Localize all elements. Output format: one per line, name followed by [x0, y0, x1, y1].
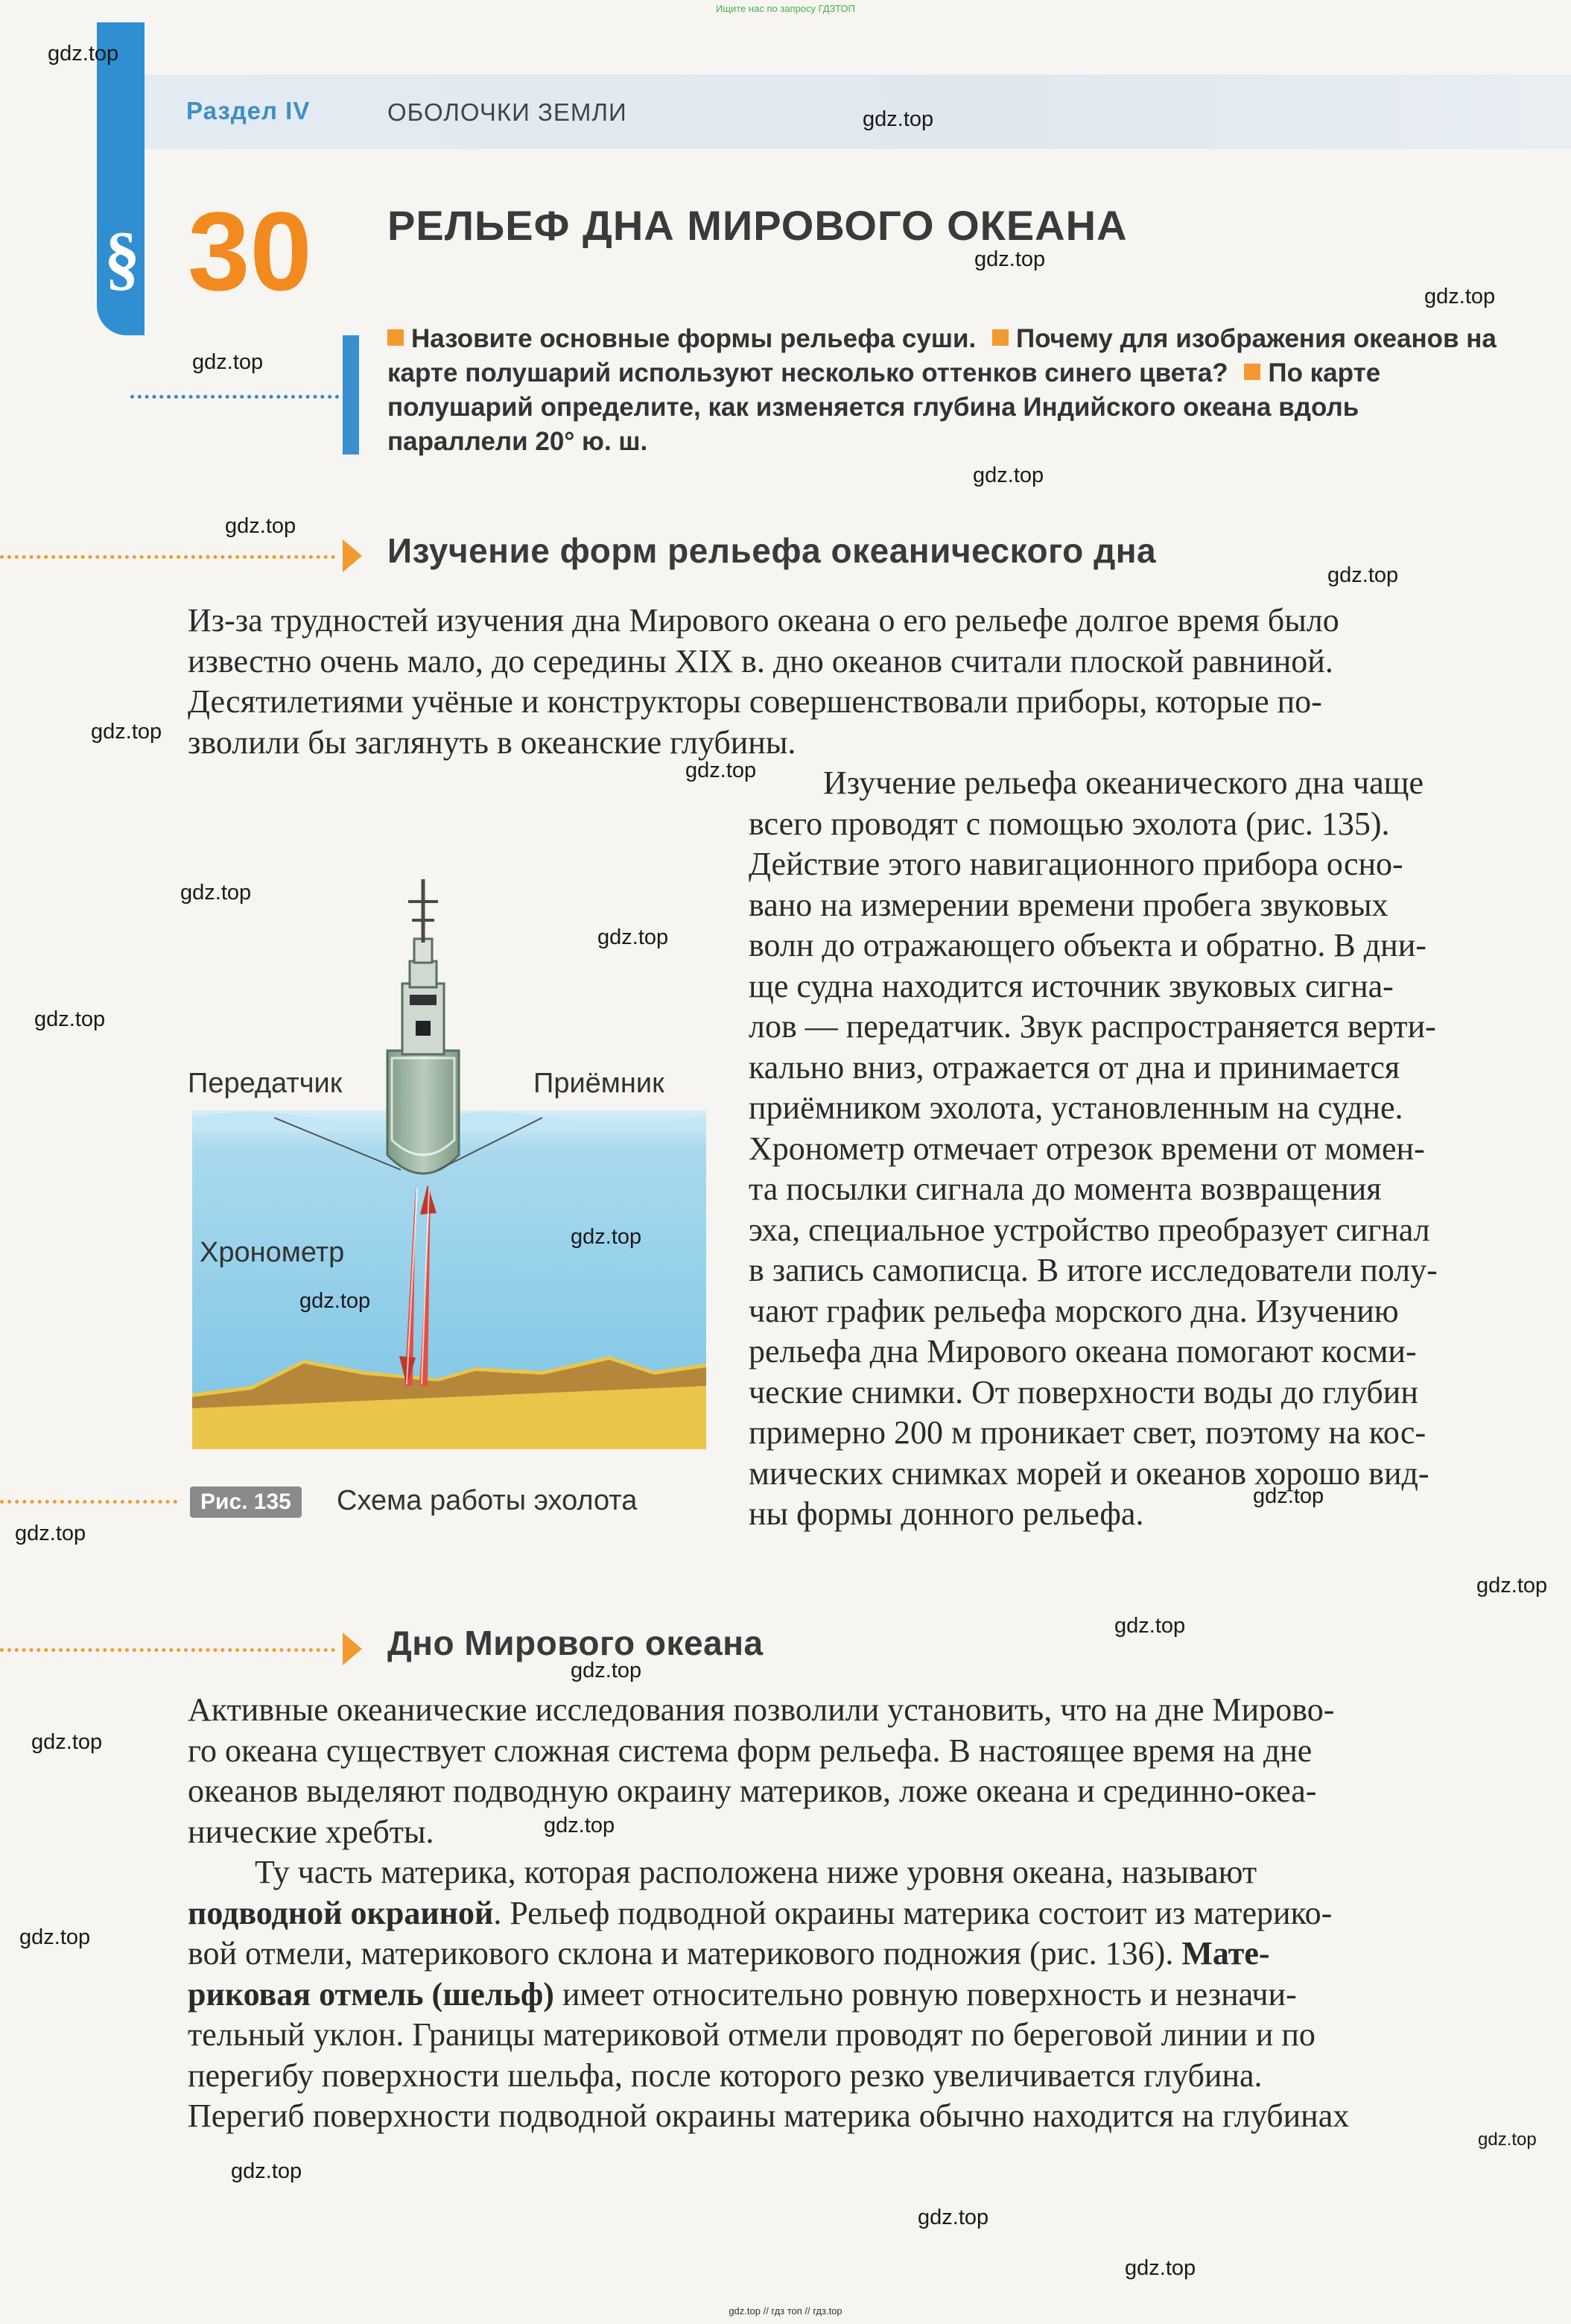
watermark: gdz.top [1125, 2256, 1196, 2280]
paragraph-number: 30 [188, 189, 312, 314]
section1-intro [188, 601, 1530, 763]
bullet-square-icon [1244, 364, 1260, 380]
text-line: всего проводят с помощью эхолота (рис. 135). [749, 805, 1390, 842]
section1-column [749, 763, 1530, 1535]
label-chronometer: Хронометр [200, 1237, 345, 1268]
bullet-square-icon [387, 329, 404, 346]
watermark: gdz.top [1114, 1614, 1186, 1638]
watermark: gdz.top [918, 2206, 989, 2229]
watermark: gdz.top [225, 514, 296, 538]
figure-caption-badge: Рис. 135 [190, 1486, 302, 1518]
text-line: Ту часть материка, которая расположена ниже уровня океана, называют [255, 1854, 1257, 1890]
section1-dotted-line [0, 555, 335, 559]
caption-dotted-line [0, 1500, 177, 1504]
text-line: Перегиб поверхности подводной окраины материка обычно находится на глубинах [188, 2097, 1350, 2134]
watermark: gdz.top [973, 463, 1044, 487]
text-line: рельефа дна Мирового океана помогают косми- [749, 1333, 1417, 1370]
text-line: Десятилетиями учёные и конструкторы совершенствовали приборы, которые по- [188, 683, 1322, 720]
text-line: подводной окраиной. Рельеф подводной окраины материка состоит из материко- [188, 1894, 1333, 1931]
watermark: gdz.top [34, 1007, 106, 1031]
section2-heading: Дно Мирового океана [387, 1624, 764, 1662]
text-line: примерно 200 м проникает свет, поэтому на кос- [749, 1414, 1426, 1451]
text-line: вой отмели, материкового склона и материкового подножия (рис. 136). Мате- [188, 1935, 1270, 1972]
watermark: gdz.top [91, 720, 162, 744]
watermark: gdz.top [1253, 1484, 1324, 1508]
watermark: gdz.top [1424, 285, 1496, 308]
text-line: перегибу поверхности шельфа, после которого резко увеличивается глубина. [188, 2057, 1263, 2094]
watermark: gdz.top [19, 1925, 91, 1949]
intro-questions [387, 322, 1505, 459]
text-line: Из-за трудностей изучения дна Мирового океана о его рельефе долгое время было [188, 602, 1339, 639]
question-1: Назовите основные формы рельефа суши. [411, 324, 977, 353]
text-line: лов — передатчик. Звук распространяется верти- [749, 1008, 1436, 1045]
text-line: океанов выделяют подводную окраину материков, ложе океана и срединно-океа- [188, 1773, 1317, 1809]
label-receiver: Приёмник [533, 1068, 664, 1099]
text-line: вано на измерении времени пробега звуковых [749, 886, 1388, 923]
paragraph-sign: § [104, 218, 140, 297]
watermark: gdz.top [571, 1659, 642, 1682]
text-line: Хронометр отмечает отрезок времени от момен- [749, 1130, 1425, 1167]
header-band [97, 75, 1571, 149]
label-transmitter: Передатчик [188, 1068, 343, 1099]
text-line: кально вниз, отражается от дна и принимается [749, 1048, 1400, 1086]
bullet-square-icon [992, 329, 1009, 346]
text-line: го океана существует сложная система форм рельефа. В настоящее время на дне [188, 1732, 1313, 1769]
text-line: ческие снимки. От поверхности воды до глубин [749, 1373, 1418, 1410]
section2-dotted-line [0, 1648, 335, 1652]
figure-caption: Схема работы эхолота [337, 1485, 638, 1516]
watermark: gdz.top [180, 881, 252, 905]
bottom-note: gdz.top // гдз топ // гдз.top [729, 2305, 842, 2317]
text-line: риковая отмель (шельф) имеет относительно ровную поверхность и незначи- [188, 1975, 1297, 2013]
watermark: gdz.top [192, 350, 264, 374]
lesson-title: РЕЛЬЕФ ДНА МИРОВОГО ОКЕАНА [387, 202, 1128, 249]
echo-sounder-figure [192, 872, 706, 1453]
watermark: gdz.top [597, 925, 669, 949]
text-line: Активные океанические исследования позволили установить, что на дне Мирово- [188, 1691, 1335, 1728]
text-line: тельный уклон. Границы материковой отмели проводят по береговой линии и по [188, 2016, 1315, 2053]
top-note: Ищите нас по запросу ГДЗТОП [715, 3, 855, 14]
text-line: в запись самописца. В итоге исследователи полу- [749, 1252, 1438, 1288]
watermark: gdz.top [15, 1522, 86, 1545]
arrow-right-icon [343, 539, 362, 572]
text-line: Действие этого навигационного прибора осно- [749, 846, 1403, 882]
watermark: gdz.top [299, 1289, 371, 1313]
watermark: gdz.top [231, 2159, 302, 2183]
text-line: волн до отражающего объекта и обратно. В дни- [749, 927, 1426, 963]
watermark: gdz.top [48, 42, 119, 66]
watermark: gdz.top [544, 1814, 615, 1837]
section-label: Раздел IV [186, 97, 311, 124]
watermark: gdz.top [1476, 1574, 1548, 1598]
text-line: эха, специальное устройство преобразует сигнал [749, 1211, 1430, 1248]
section2-text [188, 1690, 1530, 2137]
text-line: та посылки сигнала до момента возвращения [749, 1171, 1382, 1207]
text-line: ще судна находится источник звуковых сигна- [749, 967, 1394, 1004]
watermark: gdz.top [1478, 2130, 1537, 2150]
term-continental-margin: подводной окраиной [188, 1894, 494, 1931]
text-line: приёмником эхолота, установленным на судне. [749, 1089, 1403, 1126]
text-line: известно очень мало, до середины XIX в. дно океанов считали плоской равниной. [188, 642, 1333, 680]
arrow-right-icon [343, 1633, 362, 1665]
term-shelf: риковая отмель (шельф) [188, 1975, 554, 2013]
watermark: gdz.top [974, 247, 1046, 271]
questions-bar [343, 335, 359, 455]
watermark: gdz.top [685, 759, 757, 782]
section1-heading: Изучение форм рельефа океанического дна [387, 531, 1157, 570]
text-line: чают график рельефа морского дна. Изучению [749, 1292, 1399, 1329]
watermark: gdz.top [863, 107, 934, 131]
watermark: gdz.top [1327, 563, 1399, 587]
question-3: По карте полушарий определите, как изменяется глубина Индийского океана вдоль параллели 20° ю. ш. [387, 358, 1381, 456]
question-2: Почему для изображения океанов на карте полушарий используют несколько оттенков синего цвета? [387, 324, 1497, 387]
section-title: ОБОЛОЧКИ ЗЕМЛИ [387, 98, 627, 126]
watermark: gdz.top [571, 1225, 642, 1249]
header-dotted-line [130, 395, 346, 399]
text-line: ны формы донного рельефа. [749, 1495, 1144, 1532]
text-line: зволили бы заглянуть в океанские глубины. [188, 724, 796, 761]
text-line: Изучение рельефа океанического дна чаще [823, 764, 1424, 801]
text-line: мических снимках морей и океанов хорошо вид- [749, 1454, 1429, 1492]
text-line: нические хребты. [188, 1813, 434, 1850]
ship-superstructure [402, 984, 444, 1054]
watermark: gdz.top [31, 1730, 103, 1754]
